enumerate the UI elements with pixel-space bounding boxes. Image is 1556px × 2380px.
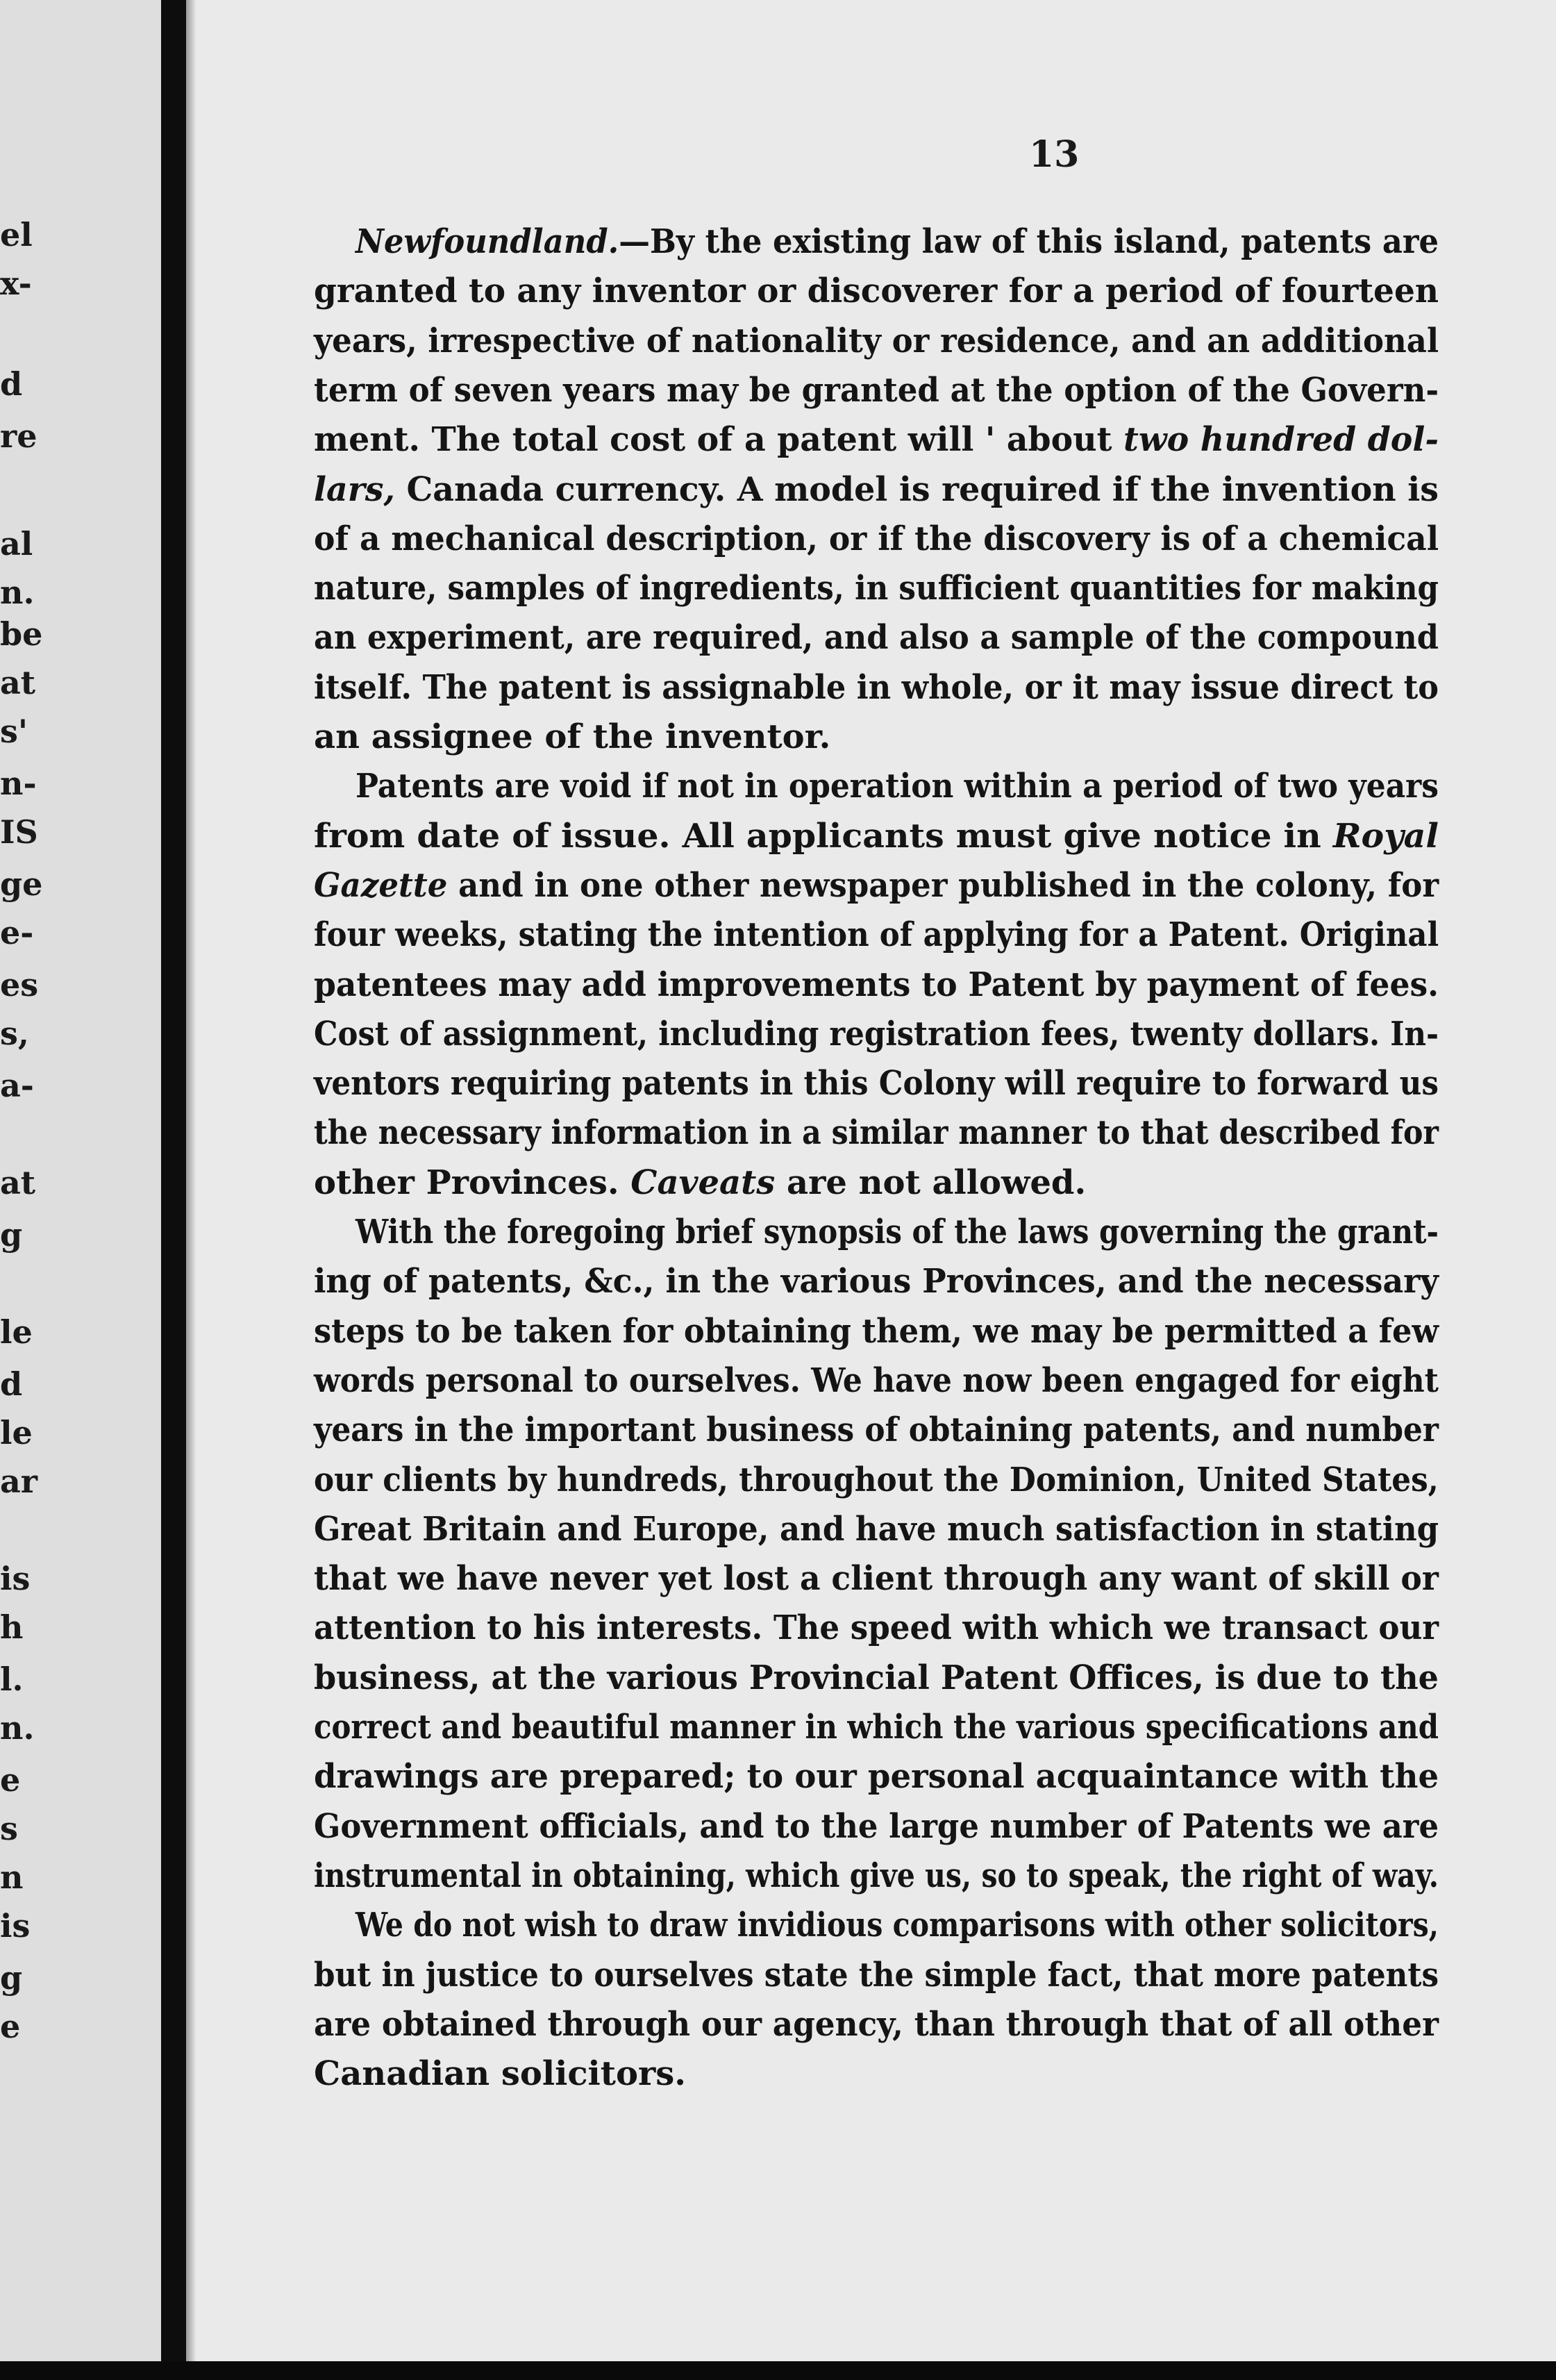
left-page-fragment: x- [0,265,32,302]
text-span: term of seven years may be granted at the option of the Govern- [314,370,1439,410]
text-span: We do not wish to draw invidious comparisons with other solicitors, [355,1906,1439,1945]
left-page-fragment: e [0,2008,21,2045]
text-span: other Provinces. [314,1163,631,1202]
scan-border [0,2361,1556,2380]
left-page-edge [0,0,161,2380]
left-page-fragment: h [0,1608,24,1646]
text-span: are not allowed. [775,1163,1087,1202]
text-span: an experiment, are required, and also a sample of the compound [314,618,1439,658]
text-line [314,1504,1556,1554]
text-span: itself. The patent is assignable in whole, or it may issue direct to [314,667,1439,707]
left-page-fragment: n. [0,574,35,611]
text-line [314,1405,1524,1455]
text-span: patentees may add improvements to Patent by payment of fees. [314,965,1439,1004]
text-line [314,910,1514,960]
text-line [314,365,1556,415]
text-line [314,1158,1556,1208]
text-line [314,1108,1492,1158]
text-span: about [1006,420,1124,460]
text-span: Canadian solicitors. [314,2054,686,2094]
text-span: ventors requiring patents in this Colony will require to forward us [314,1064,1439,1104]
text-line [314,1306,1549,1356]
book-gutter [161,0,186,2380]
left-page-fragment: is [0,1907,31,1945]
left-page-fragment: s [0,1810,18,1847]
left-page-fragment: d [0,1365,23,1403]
text-span: Patents are void if not in operation within a period of two years [355,767,1439,806]
text-span: Canada currency. A model is required if the invention is [394,469,1439,509]
text-line [355,1207,1516,1257]
text-line [314,2049,1556,2099]
left-page-fragment: IS [0,813,38,851]
gutter-shadow [186,0,196,2380]
text-span: and in one other newspaper published in the colony, for [447,865,1439,905]
text-span: Government officials, and to the large number of Patents we are [314,1806,1439,1846]
text-line [314,1058,1520,1108]
text-span: that we have never yet lost a client through any want of skill or [314,1559,1439,1599]
text-line [314,663,1546,713]
text-line [314,1999,1556,2049]
left-page-fragment: a- [0,1067,34,1104]
left-page-fragment: ge [0,865,43,903]
text-line [314,415,1556,465]
text-line [314,266,1556,316]
text-span: instrumental in obtaining, which give us, so to speak, the right of way. [314,1856,1439,1895]
text-line [314,316,1556,366]
text-span: of a mechanical description, or if the discovery is of a chemical [314,519,1439,558]
text-line [314,1950,1518,2000]
text-line [314,811,1556,861]
left-page-fragment: le [0,1414,33,1451]
left-page-fragment: n. [0,1709,35,1747]
left-page-fragment: s, [0,1015,29,1052]
text-span: years, irrespective of nationality or residence, and an additional [314,321,1439,360]
text-line [314,514,1556,564]
text-span: but in justice to ourselves state the simple fact, that more patents [314,1955,1439,1995]
left-page-fragment: re [0,417,37,455]
left-page-fragment: n- [0,765,37,802]
text-span: ment. The total cost of a patent will [314,420,985,460]
italic-text: Royal [1332,816,1439,856]
left-page-fragment: es [0,966,39,1004]
text-span: an assignee of the inventor. [314,717,831,756]
text-line [355,761,1556,811]
text-span: words personal to ourselves. We have now been engaged for eight [314,1360,1439,1400]
text-line [355,217,1556,267]
text-line [314,1851,1446,1901]
text-span: years in the important business of obtaining patents, and number [314,1410,1439,1450]
left-page-fragment: e- [0,914,34,951]
text-line [314,1009,1512,1059]
left-page-fragment: at [0,1164,36,1201]
text-span: four weeks, stating the intention of applying for a Patent. Original [314,915,1439,955]
text-span: Cost of assignment, including registration fees, twenty dollars. In- [314,1014,1439,1054]
text-line [314,1603,1556,1653]
page [196,0,1556,2361]
text-line [314,1554,1556,1604]
text-line [314,1356,1527,1406]
text-span: drawings are prepared; to our personal acquaintance with the [314,1757,1439,1797]
text-span: With the foregoing brief synopsis of the laws governing the grant- [355,1213,1439,1251]
text-line [314,563,1516,613]
text-line [314,613,1547,663]
text-span: correct and beautiful manner in which the various specifications and [314,1708,1439,1747]
left-page-fragment: g [0,1216,23,1254]
italic-text: Caveats [630,1163,776,1202]
left-page-fragment: el [0,216,33,253]
text-line [314,1455,1522,1505]
left-page-fragment: le [0,1313,33,1351]
page-number: 13 [1029,133,1080,176]
left-page-fragment: g [0,1959,23,1997]
text-span: Great Britain and Europe, and have much satisfaction in stating [314,1509,1439,1549]
text-span: the necessary information in a similar manner to that described for [314,1113,1439,1153]
text-span: our clients by hundreds, throughout the Dominion, United States, [314,1460,1439,1499]
text-span: —By the existing law of this island, patents are [619,222,1439,261]
text-span: ing of patents, &c., in the various Provinces, and the necessary [314,1262,1439,1301]
text-line [314,712,1556,762]
left-page-fragment: ar [0,1463,38,1500]
italic-text: Gazette [314,865,448,905]
text-span: are obtained through our agency, than through that of all other [314,2004,1439,2044]
left-page-fragment: n [0,1858,24,1896]
text-line [355,1900,1490,1950]
left-page-fragment: at [0,664,36,701]
left-page-fragment: s' [0,713,28,750]
text-span: granted to any inventor or discoverer for a period of fourteen [314,272,1439,311]
text-span: steps to be taken for obtaining them, we may be permitted a few [314,1311,1439,1351]
text-line [314,465,1556,515]
text-line [314,1801,1555,1851]
text-span: ' [985,420,1007,460]
text-line [314,1256,1556,1306]
text-line [314,1702,1469,1752]
left-page-fragment: is [0,1560,31,1597]
left-page-fragment: e [0,1761,21,1799]
left-page-fragment: al [0,525,33,563]
text-span: from date of issue. All applicants must give notice in [314,816,1333,856]
left-page-fragment: be [0,615,43,653]
text-span: attention to his interests. The speed with which we transact our [314,1608,1439,1648]
text-span: business, at the various Provincial Patent Offices, is due to the [314,1658,1439,1697]
italic-text: Newfoundland. [355,222,619,261]
text-span: nature, samples of ingredients, in sufficient quantities for making [314,569,1439,608]
left-page-fragment: l. [0,1661,24,1698]
italic-text: two hundred dol- [1123,420,1439,460]
text-line [314,1653,1556,1703]
text-line [314,1751,1556,1801]
left-page-fragment: d [0,365,23,403]
italic-text: lars, [314,469,395,509]
text-line [314,960,1556,1010]
text-line [314,860,1556,910]
